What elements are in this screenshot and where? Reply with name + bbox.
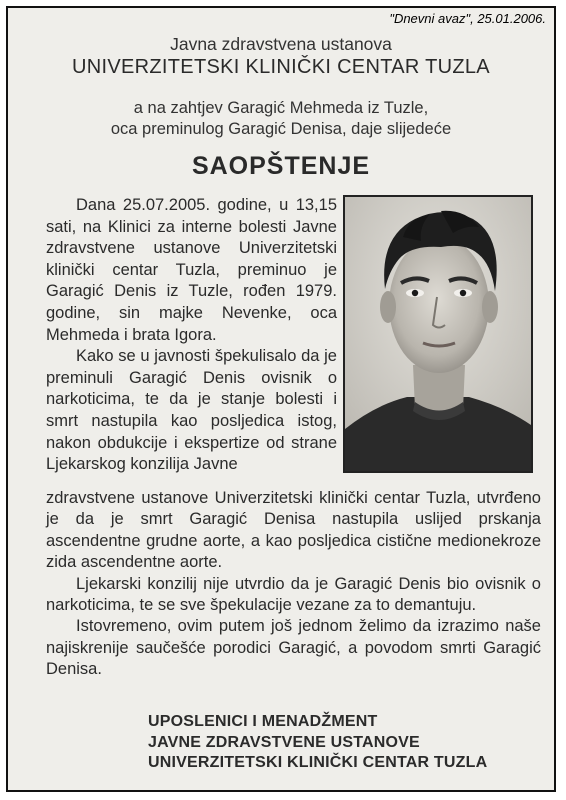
portrait-image — [345, 197, 531, 471]
paragraph-condolences: Istovremeno, ovim putem još jednom želimo da izrazimo naše najiskrenije saučešće porodici Garagić, a povodom smrti Garagić Denisa. — [46, 617, 541, 679]
newspaper-clipping — [6, 6, 556, 792]
signature-line-1: UPOSLENICI I MENADŽMENT — [148, 713, 378, 730]
text-column — [46, 195, 337, 476]
institution-name: UNIVERZITETSKI KLINIČKI CENTAR TUZLA — [72, 56, 490, 78]
request-line-1: a na zahtjev Garagić Mehmeda iz Tuzle, — [133, 99, 429, 117]
paragraph-autopsy-findings: zdravstvene ustanove Univerzitetski klinički centar Tuzla, utvrđeno je da je smrt Garagić Denisa nastupila uslijed prskanja ascendentne grudne aorte, a kao posljedica cistične medionekroze zida ascendentne aorte. — [46, 489, 541, 572]
paragraph-speculation-start: Kako se u javnosti špekulisalo da je preminuli Garagić Denis ovisnik o narkoticima, te da je stanje bolesti i smrt nastupila kao posljedica istog, nakon obdukcije i ekspertize od strane Ljekarskog konzilija Javne — [46, 347, 337, 474]
signature-block — [148, 712, 487, 774]
signature-line-3: UNIVERZITETSKI KLINIČKI CENTAR TUZLA — [148, 754, 488, 771]
announcement-title: SAOPŠTENJE — [191, 152, 371, 180]
portrait-photo — [343, 195, 533, 473]
text-full-width — [46, 488, 541, 681]
signature-line-2: JAVNE ZDRAVSTVENE USTANOVE — [148, 733, 420, 751]
paragraph-death-notice: Dana 25.07.2005. godine, u 13,15 sati, na Klinici za interne bolesti Javne zdravstvene ustanove Univerzitetski klinički centar Tuzla, preminuo je Garagić Denis iz Tuzle, rođen 1979. godine, sin majke Nevenke, oca Mehmeda i brata Igora. — [46, 196, 337, 344]
institution-type: Javna zdravstvena ustanova — [170, 34, 392, 54]
source-citation: "Dnevni avaz", 25.01.2006. — [389, 11, 546, 26]
request-line-2: oca preminulog Garagić Denisa, daje slijedeće — [110, 120, 452, 138]
paragraph-denial: Ljekarski konzilij nije utvrdio da je Garagić Denis bio ovisnik o narkoticima, te se sve špekulacije vezane za to demantuju. — [46, 574, 541, 615]
